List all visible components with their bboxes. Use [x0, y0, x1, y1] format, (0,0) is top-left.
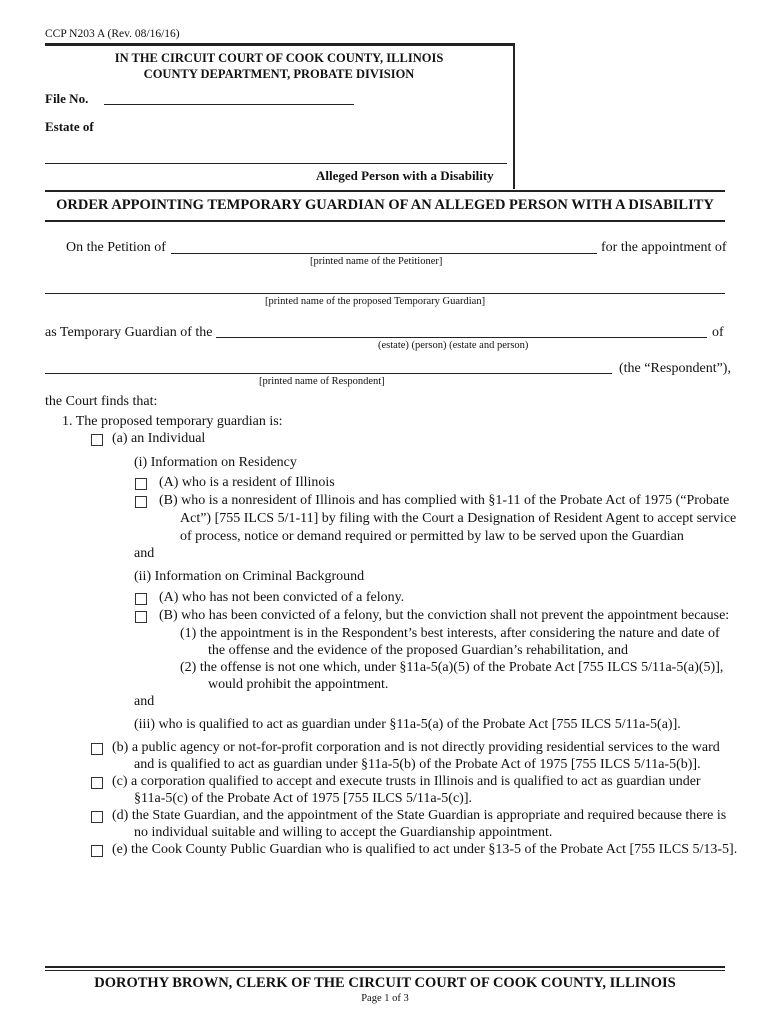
- felony-reason-1b: the offense and the evidence of the proposed Guardian’s rehabilitation, and: [208, 643, 628, 658]
- estate-person-field[interactable]: [216, 337, 707, 338]
- finding-1: 1. The proposed temporary guardian is:: [62, 414, 283, 429]
- petition-prefix: On the Petition of: [66, 240, 166, 255]
- felony-reason-2b: would prohibit the appointment.: [208, 677, 389, 692]
- checkbox-nonresident[interactable]: [135, 496, 147, 508]
- estate-person-caption: (estate) (person) (estate and person): [378, 340, 529, 351]
- felony-reason-2a: (2) the offense is not one which, under §11a-5(a)(5) of the Probate Act [755 ILCS 5/11a-5(a)(5)],: [180, 660, 724, 675]
- header-rule: [45, 43, 514, 46]
- footer-rule-thin: [45, 970, 725, 971]
- guardian-name-field[interactable]: [45, 293, 725, 294]
- file-no-field[interactable]: [104, 104, 354, 105]
- caption-divider: [513, 43, 515, 189]
- estate-name-field[interactable]: [45, 163, 507, 164]
- felony-reason-1a: (1) the appointment is in the Respondent’s best interests, after considering the nature and date of: [180, 626, 720, 641]
- checkbox-individual[interactable]: [91, 434, 103, 446]
- title-rule-bottom: [45, 220, 725, 222]
- respondent-caption: [printed name of Respondent]: [259, 376, 385, 387]
- residency-heading: (i) Information on Residency: [134, 455, 297, 470]
- nonresident-label-2: Act”) [755 ILCS 5/1-11] by filing with the Court a Designation of Resident Agent to accept service: [180, 511, 737, 526]
- as-guardian-prefix: as Temporary Guardian of the: [45, 325, 213, 340]
- respondent-suffix: (the “Respondent”),: [619, 361, 731, 376]
- checkbox-public-guardian[interactable]: [91, 845, 103, 857]
- option-b-label-2: and is qualified to act as guardian under §11a-5(b) of the Probate Act of 1975 [755 ILCS 5/11a-5(b)].: [134, 757, 701, 772]
- option-e-label: (e) the Cook County Public Guardian who is qualified to act under §13-5 of the Probate Act [755 ILCS 5/13-5].: [112, 842, 738, 857]
- as-guardian-suffix: of: [712, 325, 724, 340]
- checkbox-corporation[interactable]: [91, 777, 103, 789]
- no-felony-label: (A) who has not been convicted of a felony.: [159, 590, 405, 605]
- document-title: ORDER APPOINTING TEMPORARY GUARDIAN OF AN ALLEGED PERSON WITH A DISABILITY: [56, 197, 714, 213]
- form-id: CCP N203 A (Rev. 08/16/16): [45, 28, 180, 40]
- findings-intro: the Court finds that:: [45, 394, 158, 409]
- estate-label: Estate of: [45, 119, 94, 134]
- resident-label: (A) who is a resident of Illinois: [159, 475, 335, 490]
- title-rule-top: [45, 190, 725, 192]
- respondent-name-field[interactable]: [45, 373, 612, 374]
- page-number: Page 1 of 3: [361, 993, 409, 1004]
- option-c-label-1: (c) a corporation qualified to accept and execute trusts in Illinois and is qualified to act as guardian under: [112, 774, 701, 789]
- felony-label: (B) who has been convicted of a felony, but the conviction shall not prevent the appointment because:: [159, 608, 730, 623]
- checkbox-no-felony[interactable]: [135, 593, 147, 605]
- guardian-caption: [printed name of the proposed Temporary Guardian]: [265, 296, 486, 307]
- and-connector-2: and: [134, 694, 155, 709]
- court-division: COUNTY DEPARTMENT, PROBATE DIVISION: [143, 67, 415, 81]
- alleged-person-label: Alleged Person with a Disability: [316, 168, 494, 183]
- petitioner-name-field[interactable]: [171, 253, 597, 254]
- petition-suffix: for the appointment of: [601, 240, 727, 255]
- clerk-name: DOROTHY BROWN, CLERK OF THE CIRCUIT COURT OF COOK COUNTY, ILLINOIS: [94, 975, 676, 991]
- criminal-heading: (ii) Information on Criminal Background: [134, 569, 365, 584]
- file-no-label: File No.: [45, 91, 89, 106]
- petitioner-caption: [printed name of the Petitioner]: [310, 256, 443, 267]
- nonresident-label-3: of process, notice or demand required or permitted by law to be served upon the Guardian: [180, 529, 684, 544]
- court-name: IN THE CIRCUIT COURT OF COOK COUNTY, ILLINOIS: [114, 51, 444, 65]
- option-d-label-2: no individual suitable and willing to accept the Guardianship appointment.: [134, 825, 553, 840]
- option-d-label-1: (d) the State Guardian, and the appointment of the State Guardian is appropriate and required because there is: [112, 808, 727, 823]
- checkbox-public-agency[interactable]: [91, 743, 103, 755]
- qualified-label: (iii) who is qualified to act as guardian under §11a-5(a) of the Probate Act [755 ILCS 5/11a-5(a)].: [134, 717, 681, 732]
- checkbox-state-guardian[interactable]: [91, 811, 103, 823]
- option-a-label: (a) an Individual: [112, 431, 206, 446]
- nonresident-label-1: (B) who is a nonresident of Illinois and has complied with §1-11 of the Probate Act of 1975 (“Probate: [159, 493, 730, 508]
- checkbox-felony[interactable]: [135, 611, 147, 623]
- option-b-label-1: (b) a public agency or not-for-profit corporation and is not directly providing residential services to the ward: [112, 740, 720, 755]
- checkbox-resident[interactable]: [135, 478, 147, 490]
- option-c-label-2: §11a-5(c) of the Probate Act of 1975 [755 ILCS 5/11a-5(c)].: [134, 791, 472, 806]
- and-connector-1: and: [134, 546, 155, 561]
- footer-rule: [45, 966, 725, 968]
